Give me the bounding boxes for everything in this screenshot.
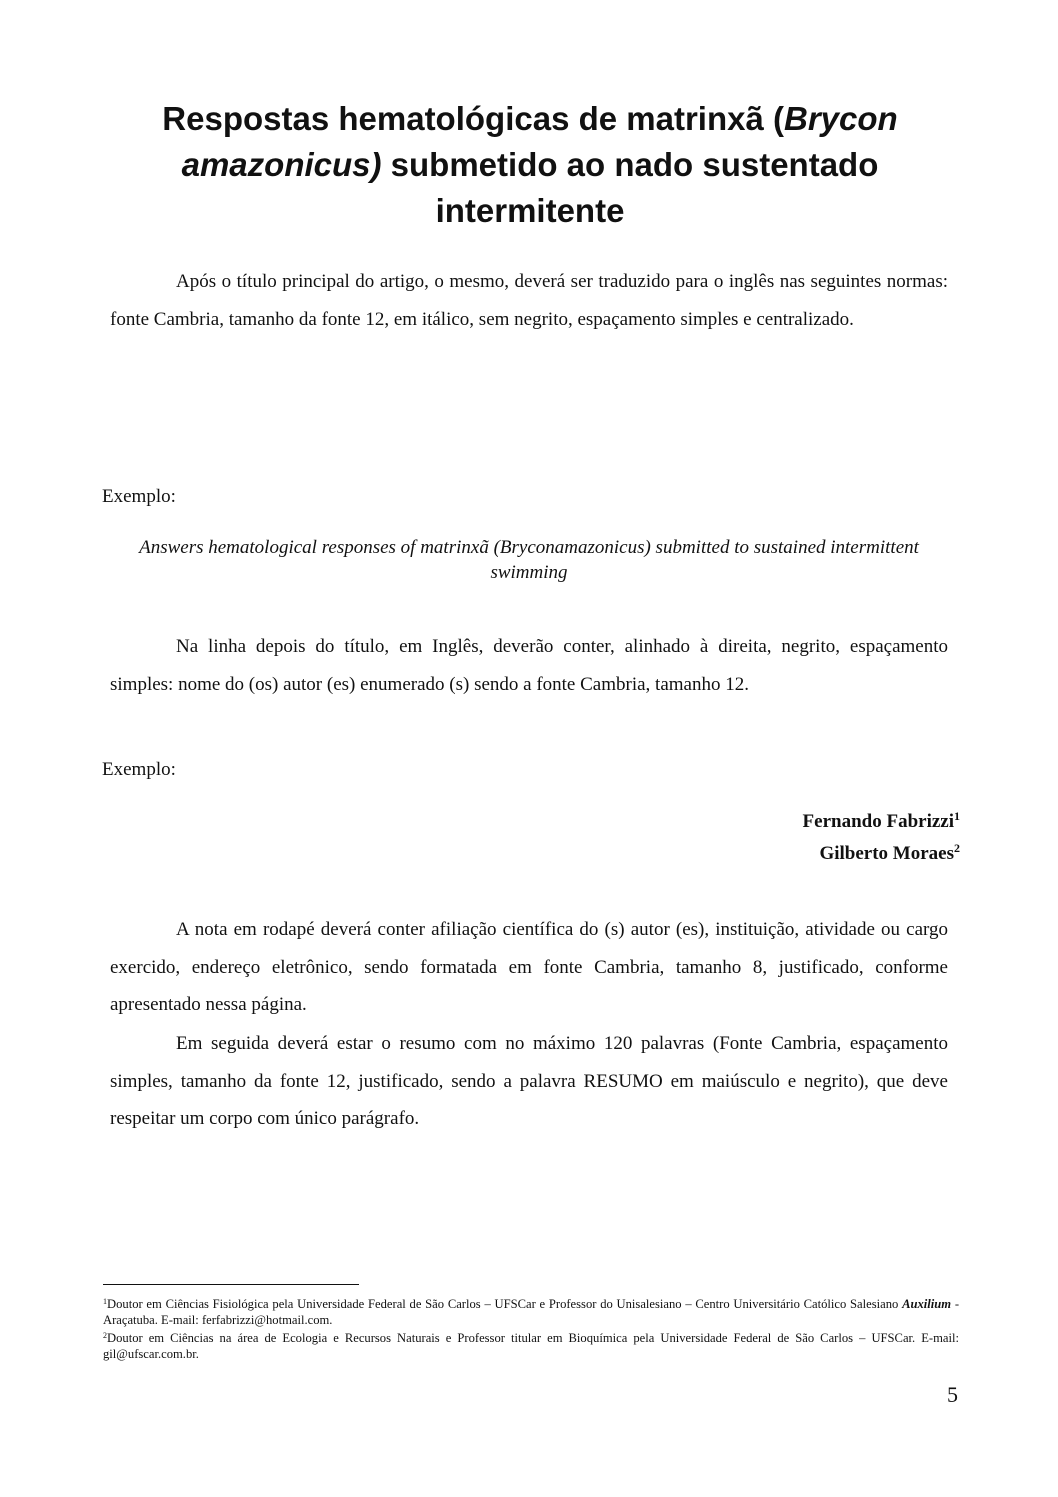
english-title-example: Answers hematological responses of matrinxã (Bryconamazonicus) submitted to sustained intermittent swimming	[139, 537, 919, 583]
title-text-part2: submetido ao nado sustentado intermitente	[381, 146, 879, 229]
footnote-mark: 2	[103, 1331, 107, 1340]
author-footnote-mark: 1	[954, 809, 960, 823]
author-footnote-mark: 2	[954, 841, 960, 855]
footnote-separator	[103, 1284, 359, 1285]
footnote-2	[103, 1328, 959, 1362]
author-name: Fernando Fabrizzi	[802, 811, 954, 832]
footnote-text-email: - Araçatuba. E-mail: ferfabrizzi@hotmail.com.	[103, 1297, 960, 1327]
footnote-text: Doutor em Ciências na área de Ecologia e Recursos Naturais e Professor titular em Bioquímica pela Universidade Federal de São Carlos – UFSCar. E-mail: gil@ufscar.com.br.	[103, 1331, 959, 1361]
author-list	[803, 803, 960, 867]
footnote-text: Doutor em Ciências Fisiológica pela Universidade Federal de São Carlos – UFSCar e Professor do Unisalesiano – Centro Universitário Católico Salesiano	[107, 1297, 903, 1311]
author-line-1	[803, 803, 960, 835]
paragraph-footnote-rules: A nota em rodapé deverá conter afiliação científica do (s) autor (es), instituição, atividade ou cargo exercido, endereço eletrônico, sendo formatada em fonte Cambria, tamanho 8, justificado, conforme apresentado nessa página.	[110, 919, 948, 1015]
author-name: Gilberto Moraes	[819, 843, 954, 864]
paragraph-author-rules: Na linha depois do título, em Inglês, deverão conter, alinhado à direita, negrito, espaçamento simples: nome do (os) autor (es) enumerado (s) sendo a fonte Cambria, tamanho 12.	[110, 636, 948, 695]
footnote-emphasis: Auxilium	[902, 1297, 952, 1311]
page-number: 5	[947, 1382, 958, 1407]
title-species-genus: Brycon	[784, 100, 898, 137]
footnotes	[103, 1294, 959, 1362]
title-species-epithet: amazonicus)	[181, 146, 382, 183]
author-line-2	[803, 835, 960, 867]
title-text-part1: Respostas hematológicas de matrinxã (	[162, 100, 784, 137]
example-label-2: Exemplo:	[102, 759, 176, 780]
paragraph-translation-rules: Após o título principal do artigo, o mesmo, deverá ser traduzido para o inglês nas seguintes normas: fonte Cambria, tamanho da fonte 12, em itálico, sem negrito, espaçamento simples e centralizado.	[110, 271, 948, 330]
paragraph-abstract-rules: Em seguida deverá estar o resumo com no máximo 120 palavras (Fonte Cambria, espaçamento simples, tamanho da fonte 12, justificado, sendo a palavra RESUMO em maiúsculo e negrito), que deve respeitar um corpo com único parágrafo.	[110, 1033, 948, 1129]
footnote-mark: 1	[103, 1297, 107, 1306]
page-title	[110, 96, 950, 234]
example-label-1: Exemplo:	[102, 486, 176, 507]
footnote-1	[103, 1294, 959, 1328]
